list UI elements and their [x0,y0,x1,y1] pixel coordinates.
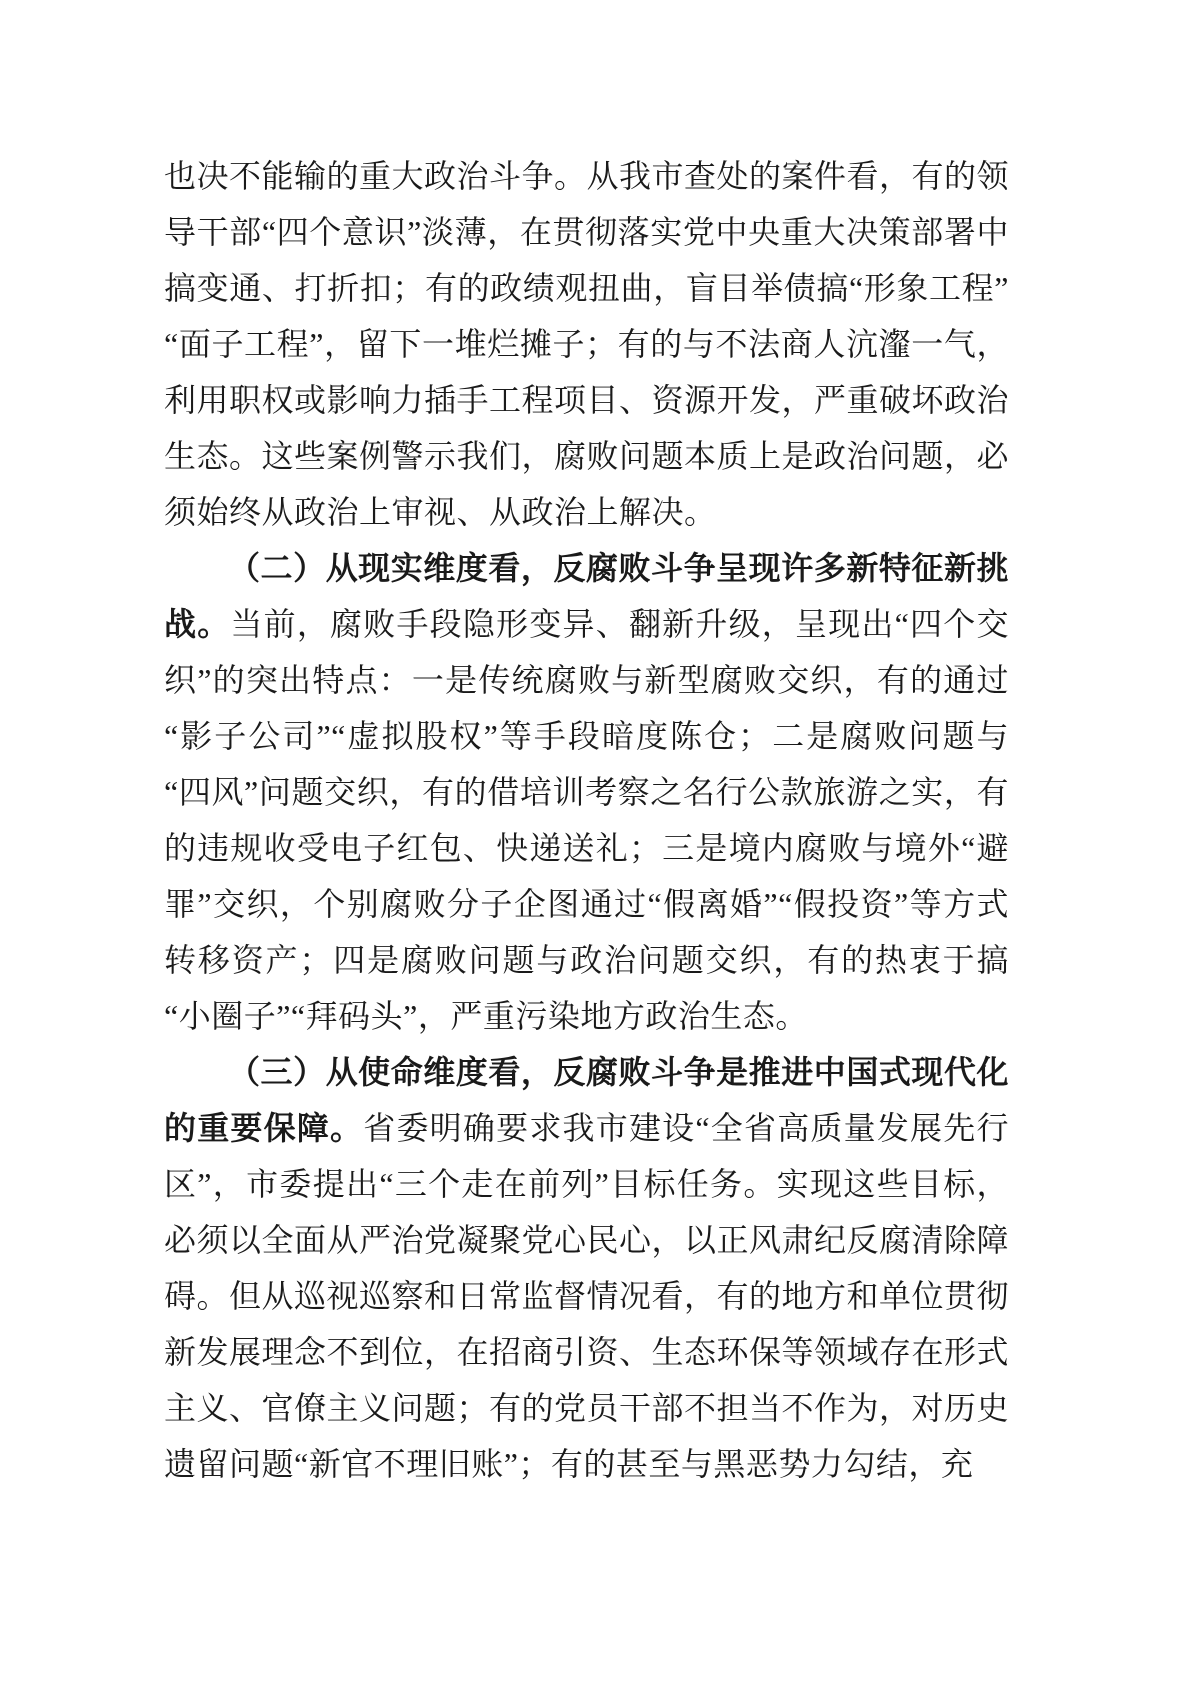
section-heading-text: （二）从现实维度看，反腐败斗争呈现许多新特征新挑战。 [164,550,1009,642]
document-text-block [164,148,1009,1492]
paragraph-section-2 [164,540,1009,1044]
body-text: 省委明确要求我市建设“全省高质量发展先行区”，市委提出“三个走在前列”目标任务。实现这些目标，必须以全面从严治党凝聚党心民心，以正风肃纪反腐清除障碍。但从巡视巡察和日常监督情况看，有的地方和单位贯彻新发展理念不到位，在招商引资、生态环保等领域存在形式主义、官僚主义问题；有的党员干部不担当不作为，对历史遗留问题“新官不理旧账”；有的甚至与黑恶势力勾结，充 [164,1110,1010,1482]
paragraph-continuation [164,148,1009,540]
body-text: 也决不能输的重大政治斗争。从我市查处的案件看，有的领导干部“四个意识”淡薄，在贯彻落实党中央重大决策部署中搞变通、打折扣；有的政绩观扭曲，盲目举债搞“形象工程”“面子工程”，留下一堆烂摊子；有的与不法商人沆瀣一气，利用职权或影响力插手工程项目、资源开发，严重破坏政治生态。这些案例警示我们，腐败问题本质上是政治问题，必须始终从政治上审视、从政治上解决。 [164,158,1010,530]
section-heading-text: （三）从使命维度看，反腐败斗争是推进中国式现代化的重要保障。 [164,1054,1009,1146]
body-text: 当前，腐败手段隐形变异、翻新升级，呈现出“四个交织”的突出特点：一是传统腐败与新型腐败交织，有的通过“影子公司”“虚拟股权”等手段暗度陈仓；二是腐败问题与“四风”问题交织，有的借培训考察之名行公款旅游之实，有的违规收受电子红包、快递送礼；三是境内腐败与境外“避罪”交织，个别腐败分子企图通过“假离婚”“假投资”等方式转移资产；四是腐败问题与政治问题交织，有的热衷于搞“小圈子”“拜码头”，严重污染地方政治生态。 [164,606,1009,1034]
paragraph-section-3 [164,1044,1009,1492]
